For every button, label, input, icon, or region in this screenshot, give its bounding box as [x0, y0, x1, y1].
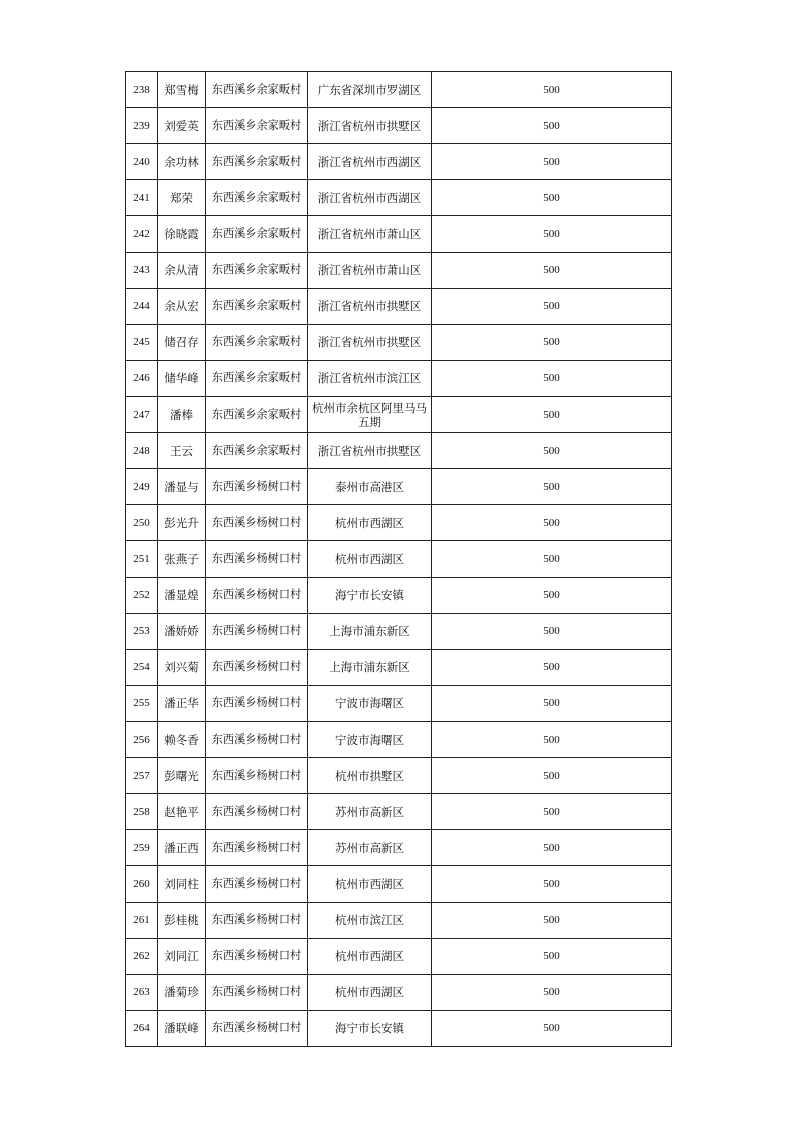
- name-cell: 王云: [158, 433, 206, 469]
- location-cell: 浙江省杭州市西湖区: [308, 144, 432, 180]
- amount-cell: 500: [432, 108, 672, 144]
- amount-cell: 500: [432, 396, 672, 432]
- village-cell: 东西溪乡杨树口村: [206, 758, 308, 794]
- table-row: [126, 794, 672, 830]
- table-row: [126, 216, 672, 252]
- village-cell: 东西溪乡杨树口村: [206, 794, 308, 830]
- name-cell: 刘兴菊: [158, 649, 206, 685]
- amount-cell: 500: [432, 1010, 672, 1046]
- amount-cell: 500: [432, 360, 672, 396]
- location-cell: 杭州市滨江区: [308, 902, 432, 938]
- table-row: [126, 577, 672, 613]
- roster-body: [126, 72, 672, 1047]
- name-cell: 潘正西: [158, 830, 206, 866]
- row-number-cell: 254: [126, 649, 158, 685]
- amount-cell: 500: [432, 649, 672, 685]
- village-cell: 东西溪乡杨树口村: [206, 938, 308, 974]
- name-cell: 刘同江: [158, 938, 206, 974]
- village-cell: 东西溪乡杨树口村: [206, 866, 308, 902]
- row-number-cell: 245: [126, 324, 158, 360]
- location-cell: 上海市浦东新区: [308, 613, 432, 649]
- location-cell: 杭州市拱墅区: [308, 758, 432, 794]
- village-cell: 东西溪乡杨树口村: [206, 577, 308, 613]
- table-row: [126, 505, 672, 541]
- amount-cell: 500: [432, 144, 672, 180]
- table-row: [126, 830, 672, 866]
- name-cell: 彭曙光: [158, 758, 206, 794]
- amount-cell: 500: [432, 902, 672, 938]
- village-cell: 东西溪乡杨树口村: [206, 902, 308, 938]
- location-cell: 海宁市长安镇: [308, 577, 432, 613]
- row-number-cell: 260: [126, 866, 158, 902]
- row-number-cell: 262: [126, 938, 158, 974]
- table-row: [126, 974, 672, 1010]
- amount-cell: 500: [432, 685, 672, 721]
- row-number-cell: 246: [126, 360, 158, 396]
- name-cell: 余从宏: [158, 288, 206, 324]
- name-cell: 徐晓霞: [158, 216, 206, 252]
- name-cell: 余功林: [158, 144, 206, 180]
- village-cell: 东西溪乡余家畈村: [206, 433, 308, 469]
- amount-cell: 500: [432, 938, 672, 974]
- amount-cell: 500: [432, 974, 672, 1010]
- table-row: [126, 758, 672, 794]
- amount-cell: 500: [432, 721, 672, 757]
- table-row: [126, 613, 672, 649]
- name-cell: 赖冬香: [158, 721, 206, 757]
- name-cell: 余从清: [158, 252, 206, 288]
- location-cell: 杭州市西湖区: [308, 505, 432, 541]
- row-number-cell: 240: [126, 144, 158, 180]
- row-number-cell: 253: [126, 613, 158, 649]
- name-cell: 潘娇娇: [158, 613, 206, 649]
- amount-cell: 500: [432, 866, 672, 902]
- location-cell: 浙江省杭州市萧山区: [308, 216, 432, 252]
- name-cell: 储召存: [158, 324, 206, 360]
- table-row: [126, 721, 672, 757]
- village-cell: 东西溪乡杨树口村: [206, 505, 308, 541]
- row-number-cell: 242: [126, 216, 158, 252]
- location-cell: 海宁市长安镇: [308, 1010, 432, 1046]
- location-cell: 宁波市海曙区: [308, 685, 432, 721]
- name-cell: 潘显煌: [158, 577, 206, 613]
- row-number-cell: 238: [126, 72, 158, 108]
- row-number-cell: 244: [126, 288, 158, 324]
- location-cell: 苏州市高新区: [308, 830, 432, 866]
- table-row: [126, 1010, 672, 1046]
- village-cell: 东西溪乡余家畈村: [206, 396, 308, 432]
- village-cell: 东西溪乡杨树口村: [206, 974, 308, 1010]
- row-number-cell: 239: [126, 108, 158, 144]
- location-cell: 苏州市高新区: [308, 794, 432, 830]
- village-cell: 东西溪乡杨树口村: [206, 541, 308, 577]
- row-number-cell: 263: [126, 974, 158, 1010]
- row-number-cell: 252: [126, 577, 158, 613]
- document-page: [125, 71, 671, 1047]
- table-row: [126, 649, 672, 685]
- amount-cell: 500: [432, 577, 672, 613]
- amount-cell: 500: [432, 324, 672, 360]
- village-cell: 东西溪乡余家畈村: [206, 72, 308, 108]
- location-cell: 杭州市西湖区: [308, 866, 432, 902]
- amount-cell: 500: [432, 505, 672, 541]
- amount-cell: 500: [432, 216, 672, 252]
- location-cell: 浙江省杭州市拱墅区: [308, 108, 432, 144]
- amount-cell: 500: [432, 288, 672, 324]
- table-row: [126, 324, 672, 360]
- name-cell: 潘菊珍: [158, 974, 206, 1010]
- location-cell: 浙江省杭州市拱墅区: [308, 433, 432, 469]
- location-cell: 浙江省杭州市拱墅区: [308, 324, 432, 360]
- table-row: [126, 108, 672, 144]
- row-number-cell: 250: [126, 505, 158, 541]
- location-cell: 浙江省杭州市滨江区: [308, 360, 432, 396]
- location-cell: 上海市浦东新区: [308, 649, 432, 685]
- name-cell: 赵艳平: [158, 794, 206, 830]
- row-number-cell: 257: [126, 758, 158, 794]
- table-row: [126, 541, 672, 577]
- row-number-cell: 241: [126, 180, 158, 216]
- village-cell: 东西溪乡余家畈村: [206, 324, 308, 360]
- row-number-cell: 248: [126, 433, 158, 469]
- location-cell: 杭州市余杭区阿里马马五期: [308, 396, 432, 432]
- roster-table: [125, 71, 672, 1047]
- table-row: [126, 902, 672, 938]
- amount-cell: 500: [432, 541, 672, 577]
- name-cell: 潘联峰: [158, 1010, 206, 1046]
- village-cell: 东西溪乡杨树口村: [206, 721, 308, 757]
- table-row: [126, 180, 672, 216]
- location-cell: 杭州市西湖区: [308, 974, 432, 1010]
- village-cell: 东西溪乡余家畈村: [206, 216, 308, 252]
- village-cell: 东西溪乡杨树口村: [206, 469, 308, 505]
- location-cell: 浙江省杭州市西湖区: [308, 180, 432, 216]
- row-number-cell: 251: [126, 541, 158, 577]
- location-cell: 泰州市高港区: [308, 469, 432, 505]
- village-cell: 东西溪乡余家畈村: [206, 144, 308, 180]
- village-cell: 东西溪乡余家畈村: [206, 288, 308, 324]
- amount-cell: 500: [432, 72, 672, 108]
- amount-cell: 500: [432, 830, 672, 866]
- village-cell: 东西溪乡杨树口村: [206, 685, 308, 721]
- name-cell: 刘同柱: [158, 866, 206, 902]
- table-row: [126, 360, 672, 396]
- location-cell: 浙江省杭州市拱墅区: [308, 288, 432, 324]
- name-cell: 彭光升: [158, 505, 206, 541]
- location-cell: 宁波市海曙区: [308, 721, 432, 757]
- row-number-cell: 243: [126, 252, 158, 288]
- table-row: [126, 433, 672, 469]
- village-cell: 东西溪乡杨树口村: [206, 613, 308, 649]
- row-number-cell: 258: [126, 794, 158, 830]
- table-row: [126, 866, 672, 902]
- amount-cell: 500: [432, 758, 672, 794]
- name-cell: 潘显与: [158, 469, 206, 505]
- row-number-cell: 259: [126, 830, 158, 866]
- amount-cell: 500: [432, 613, 672, 649]
- table-row: [126, 72, 672, 108]
- location-cell: 浙江省杭州市萧山区: [308, 252, 432, 288]
- village-cell: 东西溪乡余家畈村: [206, 252, 308, 288]
- table-row: [126, 144, 672, 180]
- amount-cell: 500: [432, 180, 672, 216]
- location-cell: 广东省深圳市罗湖区: [308, 72, 432, 108]
- village-cell: 东西溪乡余家畈村: [206, 360, 308, 396]
- village-cell: 东西溪乡杨树口村: [206, 649, 308, 685]
- name-cell: 郑荣: [158, 180, 206, 216]
- village-cell: 东西溪乡余家畈村: [206, 108, 308, 144]
- name-cell: 储华峰: [158, 360, 206, 396]
- row-number-cell: 261: [126, 902, 158, 938]
- name-cell: 彭桂桃: [158, 902, 206, 938]
- amount-cell: 500: [432, 469, 672, 505]
- table-row: [126, 469, 672, 505]
- table-row: [126, 938, 672, 974]
- name-cell: 潘棒: [158, 396, 206, 432]
- village-cell: 东西溪乡杨树口村: [206, 830, 308, 866]
- name-cell: 张燕子: [158, 541, 206, 577]
- location-cell: 杭州市西湖区: [308, 938, 432, 974]
- table-row: [126, 288, 672, 324]
- row-number-cell: 264: [126, 1010, 158, 1046]
- table-row: [126, 396, 672, 432]
- row-number-cell: 255: [126, 685, 158, 721]
- location-cell: 杭州市西湖区: [308, 541, 432, 577]
- table-row: [126, 685, 672, 721]
- amount-cell: 500: [432, 794, 672, 830]
- name-cell: 潘正华: [158, 685, 206, 721]
- amount-cell: 500: [432, 252, 672, 288]
- name-cell: 刘爱英: [158, 108, 206, 144]
- name-cell: 郑雪梅: [158, 72, 206, 108]
- amount-cell: 500: [432, 433, 672, 469]
- row-number-cell: 247: [126, 396, 158, 432]
- village-cell: 东西溪乡杨树口村: [206, 1010, 308, 1046]
- table-row: [126, 252, 672, 288]
- row-number-cell: 256: [126, 721, 158, 757]
- row-number-cell: 249: [126, 469, 158, 505]
- village-cell: 东西溪乡余家畈村: [206, 180, 308, 216]
